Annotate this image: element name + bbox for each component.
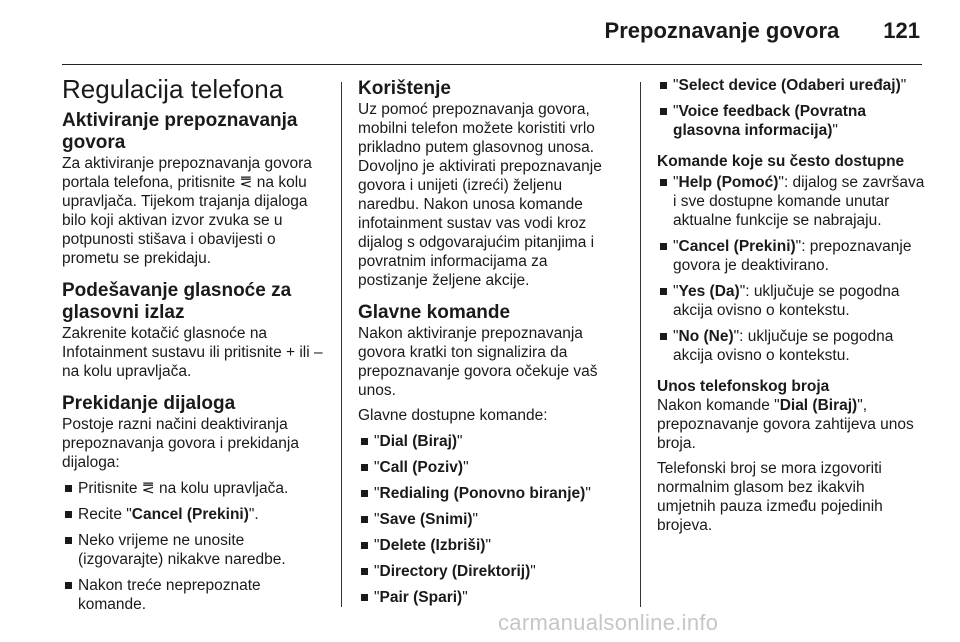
subsection-title-usage: Korištenje [358,78,451,99]
main-commands-intro: Glavne dostupne komande: [358,407,548,424]
page-number: 121 [883,18,920,43]
list-item: "Call (Poziv)" [358,458,618,477]
cancel-list [62,479,324,614]
list-item: "No (Ne)": uključuje se pogodna akcija ovisno o kontekstu. [657,327,925,365]
header-rule [62,64,922,65]
column-3 [657,76,925,535]
list-item: "Select device (Odaberi uređaj)" [657,76,925,95]
list-item: "Yes (Da)": uključuje se pogodna akcija ovisno o kontekstu. [657,282,925,320]
main-commands-text: Nakon aktiviranje prepoznavanja govora kratki ton signalizira da prepoznavanje govora očekuje vaš unos. [358,325,598,399]
list-item: "Directory (Direktorij)" [358,562,618,581]
watermark: carmanualsonline.info [498,610,719,635]
page-header [605,18,920,44]
list-item: "Pair (Spari)" [358,588,618,607]
header-title: Prepoznavanje govora [604,18,840,43]
list-item: Recite "Cancel (Prekini)". [62,505,324,524]
column-divider-1 [341,82,342,607]
list-item: Pritisnite ⪙ na kolu upravljača. [62,479,324,498]
column-1 [62,74,324,614]
list-item: "Cancel (Prekini)": prepoznavanje govora je deaktivirano. [657,237,925,275]
list-item: Neko vrijeme ne unosite (izgovarajte) nikakve naredbe. [62,531,324,569]
more-commands-list [657,76,925,140]
column-divider-2 [640,82,641,607]
subsection-title-main-commands: Glavne komande [358,302,511,323]
subsection-title-phone-number: Unos telefonskog broja [657,378,830,395]
phone-number-text-2: Telefonski broj se mora izgovoriti normalnim glasom bez ikakvih umjetnih pauza između pojedinih brojeva. [657,460,883,534]
list-item: Nakon treće neprepoznate komande. [62,576,324,614]
section-title: Regulacija telefona [62,74,284,104]
list-item: "Redialing (Ponovno biranje)" [358,484,618,503]
subsection-title-activation: Aktiviranje prepoznavanja govora [62,110,298,153]
subsection-title-cancel: Prekidanje dijaloga [62,393,236,414]
list-item: "Save (Snimi)" [358,510,618,529]
cancel-text: Postoje razni načini deaktiviranja prepoznavanja govora i prekidanja dijaloga: [62,416,299,471]
usage-text: Uz pomoć prepoznavanja govora, mobilni telefon možete koristiti vrlo prikladno putem glasovnog unosa. Dovoljno je aktivirati prepoznavanje govora i unijeti (izreći) željenu naredbu. Nakon unosa komande infotainment sustav vas vodi kroz dijalog s odgovarajućim pitanjima i povratnim informacijama za postizanje željene akcije. [358,101,602,289]
subsection-title-common-commands: Komande koje su često dostupne [657,153,905,170]
common-commands-list [657,173,925,365]
subsection-title-volume: Podešavanje glasnoće za glasovni izlaz [62,280,292,323]
main-commands-list [358,432,618,607]
activation-text: Za aktiviranje prepoznavanja govora portala telefona, pritisnite ⪙ na kolu upravljača. Tijekom trajanja dijaloga bilo koji aktivan izvor zvuka se u potpunosti stišava i obavijesti o prometu se prekidaju. [62,155,312,267]
column-2 [358,78,618,607]
list-item: "Help (Pomoć)": dijalog se završava i sve dostupne komande unutar aktualne funkcije se nabrajaju. [657,173,925,230]
volume-text: Zakrenite kotačić glasnoće na Infotainment sustavu ili pritisnite + ili – na kolu upravljača. [62,325,323,380]
phone-number-text: Nakon komande "Dial (Biraj)", prepoznavanje govora zahtijeva unos broja. [657,397,914,452]
list-item: "Voice feedback (Povratna glasovna informacija)" [657,102,925,140]
list-item: "Delete (Izbriši)" [358,536,618,555]
list-item: "Dial (Biraj)" [358,432,618,451]
